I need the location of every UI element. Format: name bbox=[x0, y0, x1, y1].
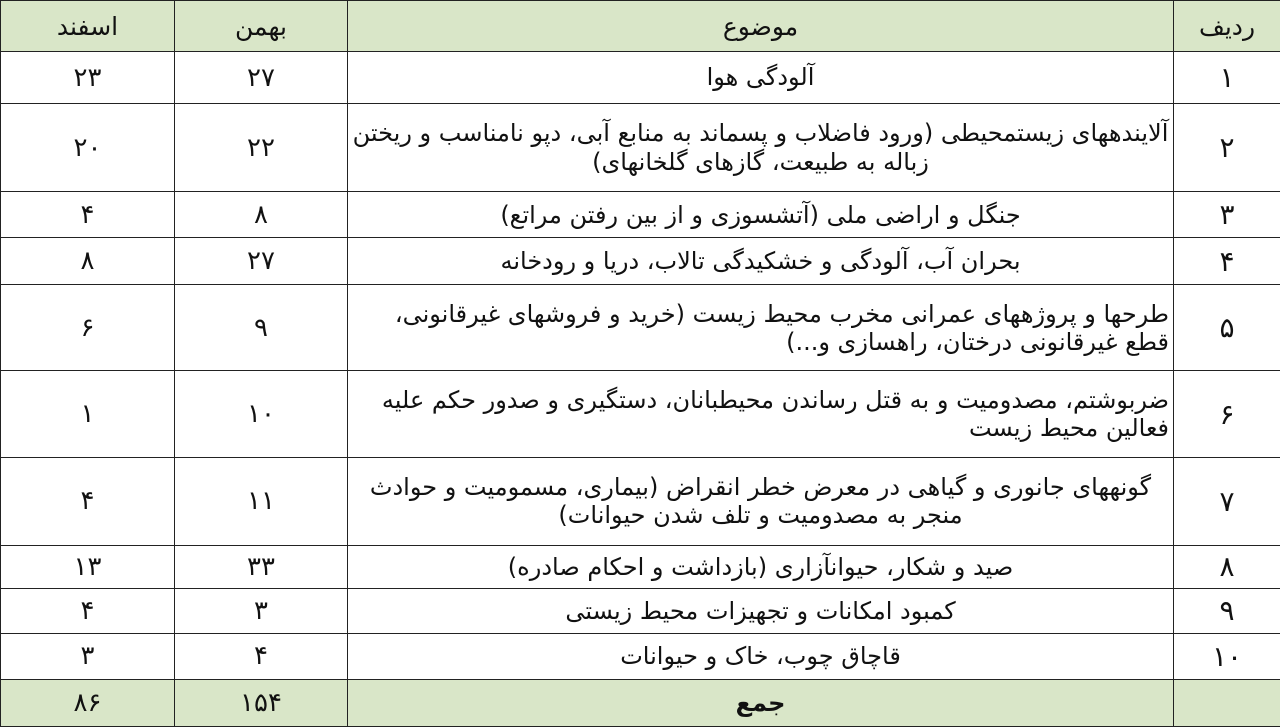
cell-bahman: ۳۳ bbox=[175, 545, 348, 588]
cell-bahman: ۱۰ bbox=[175, 371, 348, 457]
table-row bbox=[1, 52, 1280, 104]
cell-esfand: ۱ bbox=[1, 371, 175, 457]
table-header-row bbox=[1, 1, 1280, 52]
cell-bahman: ۲۷ bbox=[175, 52, 348, 104]
cell-row-number: ۳ bbox=[1174, 192, 1280, 238]
header-subject: موضوع bbox=[348, 1, 1174, 52]
cell-subject: بحران آب، آلودگی و خشکیدگی تالاب، دریا و رودخانه bbox=[348, 238, 1174, 285]
cell-subject: ضربوشتم، مصدومیت و به قتل رساندن محیطبانان، دستگیری و صدور حکم علیه فعالین محیط زیست bbox=[348, 371, 1174, 457]
cell-esfand: ۴ bbox=[1, 457, 175, 545]
cell-esfand: ۲۳ bbox=[1, 52, 175, 104]
table-row bbox=[1, 545, 1280, 588]
table-row bbox=[1, 104, 1280, 192]
cell-bahman: ۲۲ bbox=[175, 104, 348, 192]
total-row-empty bbox=[1174, 679, 1280, 726]
cell-esfand: ۳ bbox=[1, 633, 175, 679]
cell-row-number: ۵ bbox=[1174, 285, 1280, 371]
total-esfand: ۸۶ bbox=[1, 679, 175, 726]
cell-bahman: ۸ bbox=[175, 192, 348, 238]
cell-bahman: ۹ bbox=[175, 285, 348, 371]
table-row bbox=[1, 633, 1280, 679]
table-row bbox=[1, 285, 1280, 371]
cell-subject: آلودگی هوا bbox=[348, 52, 1174, 104]
cell-esfand: ۴ bbox=[1, 192, 175, 238]
cell-esfand: ۱۳ bbox=[1, 545, 175, 588]
cell-row-number: ۷ bbox=[1174, 457, 1280, 545]
cell-row-number: ۱۰ bbox=[1174, 633, 1280, 679]
header-row: ردیف bbox=[1174, 1, 1280, 52]
cell-esfand: ۲۰ bbox=[1, 104, 175, 192]
cell-esfand: ۴ bbox=[1, 588, 175, 633]
cell-subject: کمبود امکانات و تجهیزات محیط زیستی bbox=[348, 588, 1174, 633]
cell-bahman: ۲۷ bbox=[175, 238, 348, 285]
cell-row-number: ۶ bbox=[1174, 371, 1280, 457]
table-row bbox=[1, 588, 1280, 633]
header-bahman: بهمن bbox=[175, 1, 348, 52]
cell-bahman: ۳ bbox=[175, 588, 348, 633]
cell-subject: جنگل و اراضی ملی (آتشسوزی و از بین رفتن مراتع) bbox=[348, 192, 1174, 238]
cell-bahman: ۴ bbox=[175, 633, 348, 679]
total-row bbox=[1, 679, 1280, 726]
cell-esfand: ۶ bbox=[1, 285, 175, 371]
header-esfand: اسفند bbox=[1, 1, 175, 52]
cell-subject: قاچاق چوب، خاک و حیوانات bbox=[348, 633, 1174, 679]
cell-bahman: ۱۱ bbox=[175, 457, 348, 545]
cell-row-number: ۲ bbox=[1174, 104, 1280, 192]
cell-esfand: ۸ bbox=[1, 238, 175, 285]
cell-row-number: ۹ bbox=[1174, 588, 1280, 633]
cell-row-number: ۴ bbox=[1174, 238, 1280, 285]
total-label: جمع bbox=[348, 679, 1174, 726]
cell-row-number: ۱ bbox=[1174, 52, 1280, 104]
cell-subject: گونههای جانوری و گیاهی در معرض خطر انقراض (بیماری، مسمومیت و حوادث منجر به مصدومیت و تلف شدن حیوانات) bbox=[348, 457, 1174, 545]
table-row bbox=[1, 192, 1280, 238]
cell-subject: آلایندههای زیستمحیطی (ورود فاضلاب و پسماند به منابع آبی، دپو نامناسب و ریختن زباله به طبیعت، گازهای گلخانهای) bbox=[348, 104, 1174, 192]
table-row bbox=[1, 371, 1280, 457]
cell-subject: طرحها و پروژههای عمرانی مخرب محیط زیست (خرید و فروشهای غیرقانونی، قطع غیرقانونی درختان، راهسازی و...) bbox=[348, 285, 1174, 371]
total-bahman: ۱۵۴ bbox=[175, 679, 348, 726]
cell-subject: صید و شکار، حیوانآزاری (بازداشت و احکام صادره) bbox=[348, 545, 1174, 588]
table-row bbox=[1, 457, 1280, 545]
table-row bbox=[1, 238, 1280, 285]
cell-row-number: ۸ bbox=[1174, 545, 1280, 588]
